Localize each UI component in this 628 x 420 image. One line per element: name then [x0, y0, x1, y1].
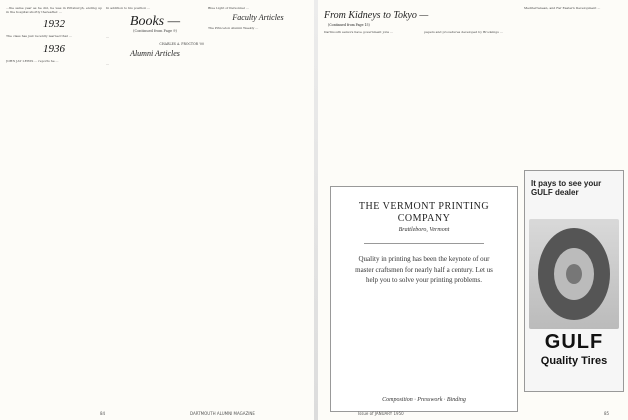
ad-body-text: Quality in printing has been the keynote of our master craftsmen for nearly half a century. Let us help you to solve your printing problems. [355, 255, 493, 284]
ad-divider [364, 243, 484, 244]
right-page [318, 0, 628, 420]
gulf-product: Quality Tires [540, 355, 608, 367]
right-col2-text: papers and procedures developed by Brookings ... [424, 30, 503, 34]
right-page-number: 85 [604, 411, 610, 416]
col1-top-text: ...the same year as he did, he was in Pittsburgh, ending up in the hospital shortly thereafter. ... [6, 6, 102, 15]
class-year-1936: 1936 [43, 42, 65, 55]
alumni-articles-text: ... [106, 61, 109, 66]
article-title: From Kidneys to Tokyo — [324, 10, 429, 21]
books-heading: Books — [129, 14, 181, 30]
right-col3-text: Mediterranean, and Far Eastern Development ... [524, 6, 601, 10]
faculty-articles-text: The Princeton Alumni Weekly ... [208, 26, 259, 31]
tire-image [529, 219, 619, 329]
col1-mid-text: The class has just recently learned that ... [6, 34, 72, 39]
left-col-2 [106, 6, 204, 406]
right-col-1 [324, 30, 420, 180]
tire-icon [529, 219, 619, 329]
right-col1-text: Dartmouth seniors have government jobs ... [324, 30, 393, 34]
books-continued: (Continued from Page 9) [133, 29, 177, 34]
left-col-3 [208, 6, 308, 406]
article-continued: (Continued from Page 15) [328, 23, 370, 27]
left-col-1 [6, 6, 102, 406]
ad-services: Composition · Presswork · Binding [382, 397, 466, 403]
review-signoff: CHARLES A. PROCTOR '00 [159, 41, 204, 46]
faculty-articles-heading: Faculty Articles [232, 13, 284, 23]
class-year-1932: 1932 [43, 18, 65, 31]
gulf-ad [524, 170, 624, 392]
ad-company-name: THE VERMONT PRINTING COMPANY [358, 201, 490, 224]
col1-bottom-text: JOHN JAY LEWIS ... reports he ... [6, 58, 59, 63]
issue-label: Issue of JANUARY 1950 [358, 411, 404, 416]
col3-top-text: Blue Light of Personnel ... [208, 6, 249, 10]
books-text: ... [106, 35, 109, 40]
ad-city: Brattleboro, Vermont [398, 227, 450, 233]
gulf-headline: It pays to see your GULF dealer [531, 179, 602, 197]
left-footer-magazine: DARTMOUTH ALUMNI MAGAZINE [190, 411, 255, 416]
right-col-3 [524, 6, 622, 162]
left-page-number: 84 [100, 411, 106, 416]
vermont-printing-ad [330, 186, 518, 412]
alumni-articles-heading: Alumni Articles [130, 48, 180, 58]
right-col-2 [424, 30, 520, 180]
gulf-brand: GULF [544, 331, 604, 353]
col2-top-text: In addition to his position ... [106, 6, 151, 10]
